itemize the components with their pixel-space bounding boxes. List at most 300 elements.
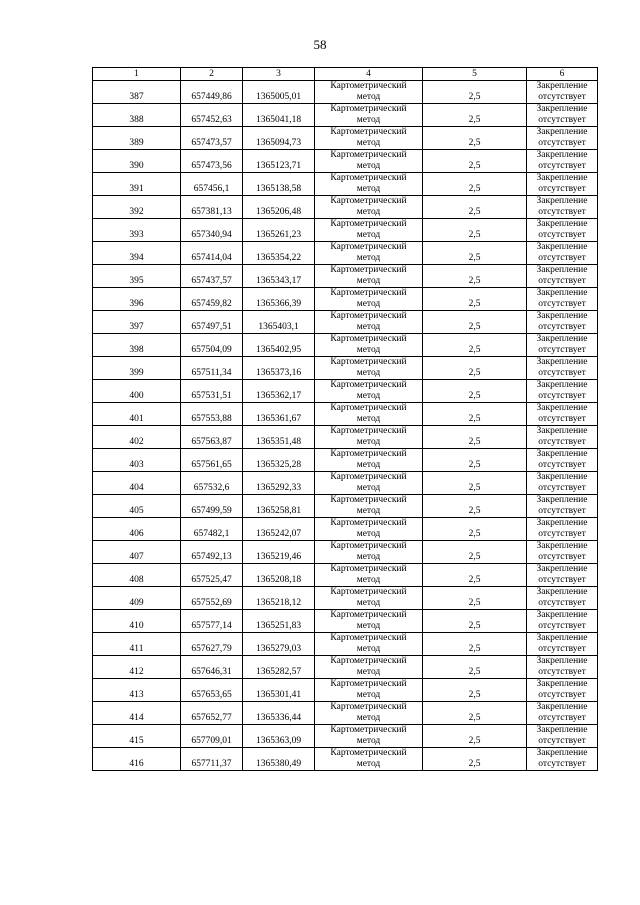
x-coordinate-cell: 657459,82 — [181, 288, 243, 311]
method-line: метод — [356, 345, 381, 355]
table-body — [93, 81, 598, 771]
method-cell — [315, 311, 423, 334]
fixing-cell — [527, 265, 598, 288]
fixing-line: Закрепление — [536, 587, 588, 597]
y-coordinate-cell: 1365219,46 — [243, 541, 315, 564]
point-number-cell: 413 — [93, 679, 181, 702]
method-cell — [315, 426, 423, 449]
fixing-line: Закрепление — [536, 265, 588, 275]
fixing-line: Закрепление — [536, 219, 588, 229]
y-coordinate-cell: 1365325,28 — [243, 449, 315, 472]
point-number-cell: 392 — [93, 196, 181, 219]
fixing-line: отсутствует — [538, 621, 586, 631]
fixing-line: отсутствует — [538, 644, 586, 654]
accuracy-cell: 2,5 — [423, 81, 527, 104]
accuracy-cell: 2,5 — [423, 242, 527, 265]
fixing-line: Закрепление — [536, 610, 588, 620]
point-number-cell: 393 — [93, 219, 181, 242]
x-coordinate-cell: 657577,14 — [181, 610, 243, 633]
method-line: Картометрический — [330, 472, 407, 482]
fixing-cell — [527, 242, 598, 265]
method-line: метод — [356, 115, 381, 125]
fixing-cell — [527, 173, 598, 196]
x-coordinate-cell: 657449,86 — [181, 81, 243, 104]
table-row — [93, 564, 598, 587]
method-line: метод — [356, 506, 381, 516]
table-row — [93, 403, 598, 426]
fixing-line: Закрепление — [536, 311, 588, 321]
accuracy-cell: 2,5 — [423, 633, 527, 656]
x-coordinate-cell: 657381,13 — [181, 196, 243, 219]
fixing-line: Закрепление — [536, 196, 588, 206]
accuracy-cell: 2,5 — [423, 150, 527, 173]
y-coordinate-cell: 1365123,71 — [243, 150, 315, 173]
method-cell — [315, 610, 423, 633]
accuracy-cell: 2,5 — [423, 587, 527, 610]
fixing-line: отсутствует — [538, 92, 586, 102]
fixing-cell — [527, 472, 598, 495]
table-row — [93, 518, 598, 541]
table-row — [93, 380, 598, 403]
fixing-cell — [527, 380, 598, 403]
point-number-cell: 394 — [93, 242, 181, 265]
y-coordinate-cell: 1365380,49 — [243, 748, 315, 771]
accuracy-cell: 2,5 — [423, 610, 527, 633]
point-number-cell: 414 — [93, 702, 181, 725]
table-row — [93, 219, 598, 242]
accuracy-cell: 2,5 — [423, 495, 527, 518]
method-cell — [315, 265, 423, 288]
y-coordinate-cell: 1365041,18 — [243, 104, 315, 127]
x-coordinate-cell: 657553,88 — [181, 403, 243, 426]
table-row — [93, 334, 598, 357]
fixing-cell — [527, 564, 598, 587]
y-coordinate-cell: 1365351,48 — [243, 426, 315, 449]
method-line: Картометрический — [330, 564, 407, 574]
y-coordinate-cell: 1365094,73 — [243, 127, 315, 150]
method-line: Картометрический — [330, 748, 407, 758]
point-number-cell: 389 — [93, 127, 181, 150]
fixing-line: Закрепление — [536, 334, 588, 344]
method-cell — [315, 587, 423, 610]
y-coordinate-cell: 1365218,12 — [243, 587, 315, 610]
fixing-line: отсутствует — [538, 575, 586, 585]
fixing-cell — [527, 679, 598, 702]
accuracy-cell: 2,5 — [423, 541, 527, 564]
method-line: метод — [356, 368, 381, 378]
point-number-cell: 409 — [93, 587, 181, 610]
table-header-row — [93, 68, 598, 81]
fixing-cell — [527, 633, 598, 656]
fixing-cell — [527, 196, 598, 219]
table-row — [93, 150, 598, 173]
y-coordinate-cell: 1365403,1 — [243, 311, 315, 334]
method-cell — [315, 449, 423, 472]
x-coordinate-cell: 657340,94 — [181, 219, 243, 242]
point-number-cell: 398 — [93, 334, 181, 357]
fixing-line: отсутствует — [538, 207, 586, 217]
method-line: Картометрический — [330, 587, 407, 597]
x-coordinate-cell: 657531,51 — [181, 380, 243, 403]
method-line: метод — [356, 736, 381, 746]
table-row — [93, 541, 598, 564]
point-number-cell: 406 — [93, 518, 181, 541]
point-number-cell: 405 — [93, 495, 181, 518]
fixing-cell — [527, 288, 598, 311]
coordinates-table — [92, 67, 598, 771]
fixing-line: Закрепление — [536, 518, 588, 528]
x-coordinate-cell: 657414,04 — [181, 242, 243, 265]
method-line: Картометрический — [330, 725, 407, 735]
method-line: Картометрический — [330, 656, 407, 666]
table-row — [93, 656, 598, 679]
x-coordinate-cell: 657482,1 — [181, 518, 243, 541]
accuracy-cell: 2,5 — [423, 449, 527, 472]
fixing-line: отсутствует — [538, 552, 586, 562]
accuracy-cell: 2,5 — [423, 265, 527, 288]
fixing-cell — [527, 403, 598, 426]
point-number-cell: 395 — [93, 265, 181, 288]
method-line: метод — [356, 391, 381, 401]
method-cell — [315, 472, 423, 495]
y-coordinate-cell: 1365206,48 — [243, 196, 315, 219]
y-coordinate-cell: 1365343,17 — [243, 265, 315, 288]
fixing-line: Закрепление — [536, 150, 588, 160]
fixing-line: отсутствует — [538, 161, 586, 171]
fixing-line: Закрепление — [536, 541, 588, 551]
point-number-cell: 407 — [93, 541, 181, 564]
method-cell — [315, 748, 423, 771]
table-row — [93, 472, 598, 495]
method-line: метод — [356, 690, 381, 700]
fixing-cell — [527, 127, 598, 150]
point-number-cell: 399 — [93, 357, 181, 380]
method-line: метод — [356, 207, 381, 217]
fixing-line: Закрепление — [536, 449, 588, 459]
method-cell — [315, 173, 423, 196]
method-line: Картометрический — [330, 288, 407, 298]
method-line: Картометрический — [330, 173, 407, 183]
method-line: Картометрический — [330, 679, 407, 689]
method-cell — [315, 196, 423, 219]
column-header-method: 4 — [315, 68, 423, 81]
accuracy-cell: 2,5 — [423, 357, 527, 380]
y-coordinate-cell: 1365005,01 — [243, 81, 315, 104]
method-cell — [315, 679, 423, 702]
fixing-line: Закрепление — [536, 81, 588, 91]
fixing-line: отсутствует — [538, 667, 586, 677]
table-row — [93, 311, 598, 334]
method-line: метод — [356, 253, 381, 263]
table-row — [93, 679, 598, 702]
y-coordinate-cell: 1365258,81 — [243, 495, 315, 518]
method-cell — [315, 702, 423, 725]
method-line: метод — [356, 575, 381, 585]
y-coordinate-cell: 1365366,39 — [243, 288, 315, 311]
point-number-cell: 408 — [93, 564, 181, 587]
fixing-cell — [527, 357, 598, 380]
fixing-line: отсутствует — [538, 414, 586, 424]
x-coordinate-cell: 657473,57 — [181, 127, 243, 150]
column-header-y: 3 — [243, 68, 315, 81]
fixing-line: отсутствует — [538, 690, 586, 700]
point-number-cell: 402 — [93, 426, 181, 449]
fixing-cell — [527, 104, 598, 127]
fixing-line: Закрепление — [536, 288, 588, 298]
y-coordinate-cell: 1365251,83 — [243, 610, 315, 633]
table-row — [93, 495, 598, 518]
table-row — [93, 633, 598, 656]
fixing-line: Закрепление — [536, 633, 588, 643]
fixing-line: Закрепление — [536, 656, 588, 666]
point-number-cell: 416 — [93, 748, 181, 771]
table-row — [93, 127, 598, 150]
fixing-line: отсутствует — [538, 299, 586, 309]
fixing-cell — [527, 518, 598, 541]
x-coordinate-cell: 657653,65 — [181, 679, 243, 702]
method-line: Картометрический — [330, 219, 407, 229]
fixing-line: отсутствует — [538, 713, 586, 723]
fixing-line: Закрепление — [536, 748, 588, 758]
accuracy-cell: 2,5 — [423, 196, 527, 219]
method-line: Картометрический — [330, 357, 407, 367]
accuracy-cell: 2,5 — [423, 104, 527, 127]
method-line: метод — [356, 414, 381, 424]
method-cell — [315, 564, 423, 587]
fixing-line: отсутствует — [538, 253, 586, 263]
method-line: Картометрический — [330, 127, 407, 137]
y-coordinate-cell: 1365363,09 — [243, 725, 315, 748]
method-line: метод — [356, 667, 381, 677]
method-cell — [315, 357, 423, 380]
accuracy-cell: 2,5 — [423, 334, 527, 357]
x-coordinate-cell: 657652,77 — [181, 702, 243, 725]
method-cell — [315, 219, 423, 242]
accuracy-cell: 2,5 — [423, 472, 527, 495]
point-number-cell: 397 — [93, 311, 181, 334]
fixing-line: отсутствует — [538, 368, 586, 378]
x-coordinate-cell: 657456,1 — [181, 173, 243, 196]
fixing-cell — [527, 334, 598, 357]
point-number-cell: 401 — [93, 403, 181, 426]
column-header-point-number: 1 — [93, 68, 181, 81]
x-coordinate-cell: 657627,79 — [181, 633, 243, 656]
y-coordinate-cell: 1365336,44 — [243, 702, 315, 725]
x-coordinate-cell: 657552,69 — [181, 587, 243, 610]
method-line: метод — [356, 230, 381, 240]
y-coordinate-cell: 1365292,33 — [243, 472, 315, 495]
point-number-cell: 415 — [93, 725, 181, 748]
fixing-cell — [527, 748, 598, 771]
method-line: Картометрический — [330, 426, 407, 436]
point-number-cell: 412 — [93, 656, 181, 679]
fixing-cell — [527, 311, 598, 334]
fixing-cell — [527, 150, 598, 173]
method-cell — [315, 495, 423, 518]
table-row — [93, 748, 598, 771]
point-number-cell: 400 — [93, 380, 181, 403]
fixing-line: Закрепление — [536, 127, 588, 137]
method-line: метод — [356, 138, 381, 148]
accuracy-cell: 2,5 — [423, 403, 527, 426]
fixing-cell — [527, 541, 598, 564]
y-coordinate-cell: 1365354,22 — [243, 242, 315, 265]
method-line: Картометрический — [330, 449, 407, 459]
method-line: Картометрический — [330, 518, 407, 528]
fixing-line: отсутствует — [538, 598, 586, 608]
point-number-cell: 404 — [93, 472, 181, 495]
x-coordinate-cell: 657525,47 — [181, 564, 243, 587]
method-cell — [315, 242, 423, 265]
fixing-line: отсутствует — [538, 506, 586, 516]
x-coordinate-cell: 657561,65 — [181, 449, 243, 472]
method-line: метод — [356, 92, 381, 102]
method-line: метод — [356, 598, 381, 608]
column-header-fixing: 6 — [527, 68, 598, 81]
fixing-line: Закрепление — [536, 495, 588, 505]
method-cell — [315, 127, 423, 150]
method-cell — [315, 633, 423, 656]
method-cell — [315, 104, 423, 127]
fixing-cell — [527, 725, 598, 748]
table-row — [93, 104, 598, 127]
point-number-cell: 387 — [93, 81, 181, 104]
y-coordinate-cell: 1365242,07 — [243, 518, 315, 541]
fixing-cell — [527, 426, 598, 449]
y-coordinate-cell: 1365282,57 — [243, 656, 315, 679]
method-line: метод — [356, 460, 381, 470]
accuracy-cell: 2,5 — [423, 288, 527, 311]
method-line: Картометрический — [330, 380, 407, 390]
method-line: метод — [356, 644, 381, 654]
point-number-cell: 410 — [93, 610, 181, 633]
x-coordinate-cell: 657532,6 — [181, 472, 243, 495]
page-number: 58 — [313, 37, 327, 52]
point-number-cell: 390 — [93, 150, 181, 173]
accuracy-cell: 2,5 — [423, 311, 527, 334]
x-coordinate-cell: 657497,51 — [181, 311, 243, 334]
x-coordinate-cell: 657646,31 — [181, 656, 243, 679]
fixing-line: отсутствует — [538, 276, 586, 286]
accuracy-cell: 2,5 — [423, 219, 527, 242]
method-line: метод — [356, 299, 381, 309]
point-number-cell: 388 — [93, 104, 181, 127]
method-cell — [315, 725, 423, 748]
point-number-cell: 411 — [93, 633, 181, 656]
x-coordinate-cell: 657473,56 — [181, 150, 243, 173]
fixing-line: Закрепление — [536, 403, 588, 413]
fixing-line: отсутствует — [538, 759, 586, 769]
method-line: Картометрический — [330, 150, 407, 160]
accuracy-cell: 2,5 — [423, 564, 527, 587]
accuracy-cell: 2,5 — [423, 679, 527, 702]
fixing-cell — [527, 587, 598, 610]
point-number-cell: 396 — [93, 288, 181, 311]
fixing-line: Закрепление — [536, 564, 588, 574]
method-line: Картометрический — [330, 610, 407, 620]
fixing-line: отсутствует — [538, 483, 586, 493]
fixing-line: Закрепление — [536, 242, 588, 252]
fixing-line: Закрепление — [536, 173, 588, 183]
table-row — [93, 196, 598, 219]
fixing-line: Закрепление — [536, 472, 588, 482]
y-coordinate-cell: 1365261,23 — [243, 219, 315, 242]
accuracy-cell: 2,5 — [423, 702, 527, 725]
method-line: Картометрический — [330, 104, 407, 114]
table-row — [93, 610, 598, 633]
accuracy-cell: 2,5 — [423, 380, 527, 403]
x-coordinate-cell: 657711,37 — [181, 748, 243, 771]
column-header-accuracy: 5 — [423, 68, 527, 81]
method-line: Картометрический — [330, 196, 407, 206]
fixing-line: Закрепление — [536, 104, 588, 114]
fixing-line: Закрепление — [536, 679, 588, 689]
method-line: Картометрический — [330, 81, 407, 91]
method-line: Картометрический — [330, 311, 407, 321]
method-line: метод — [356, 759, 381, 769]
method-line: метод — [356, 437, 381, 447]
fixing-line: отсутствует — [538, 345, 586, 355]
table-row — [93, 357, 598, 380]
y-coordinate-cell: 1365301,41 — [243, 679, 315, 702]
accuracy-cell: 2,5 — [423, 127, 527, 150]
table-row — [93, 265, 598, 288]
table-row — [93, 242, 598, 265]
y-coordinate-cell: 1365361,67 — [243, 403, 315, 426]
accuracy-cell: 2,5 — [423, 656, 527, 679]
method-line: Картометрический — [330, 403, 407, 413]
y-coordinate-cell: 1365362,17 — [243, 380, 315, 403]
fixing-cell — [527, 81, 598, 104]
fixing-line: Закрепление — [536, 725, 588, 735]
point-number-cell: 403 — [93, 449, 181, 472]
accuracy-cell: 2,5 — [423, 173, 527, 196]
fixing-line: Закрепление — [536, 357, 588, 367]
fixing-cell — [527, 610, 598, 633]
method-cell — [315, 518, 423, 541]
method-cell — [315, 541, 423, 564]
x-coordinate-cell: 657492,13 — [181, 541, 243, 564]
method-line: метод — [356, 483, 381, 493]
fixing-cell — [527, 449, 598, 472]
x-coordinate-cell: 657452,63 — [181, 104, 243, 127]
fixing-line: отсутствует — [538, 138, 586, 148]
method-cell — [315, 403, 423, 426]
method-cell — [315, 150, 423, 173]
table-row — [93, 81, 598, 104]
fixing-line: отсутствует — [538, 391, 586, 401]
y-coordinate-cell: 1365138,58 — [243, 173, 315, 196]
fixing-line: отсутствует — [538, 230, 586, 240]
method-line: Картометрический — [330, 334, 407, 344]
point-number-cell: 391 — [93, 173, 181, 196]
x-coordinate-cell: 657563,87 — [181, 426, 243, 449]
method-cell — [315, 334, 423, 357]
method-line: метод — [356, 621, 381, 631]
fixing-line: отсутствует — [538, 184, 586, 194]
x-coordinate-cell: 657511,34 — [181, 357, 243, 380]
method-line: метод — [356, 184, 381, 194]
method-line: метод — [356, 276, 381, 286]
method-line: Картометрический — [330, 265, 407, 275]
y-coordinate-cell: 1365208,18 — [243, 564, 315, 587]
y-coordinate-cell: 1365402,95 — [243, 334, 315, 357]
method-line: Картометрический — [330, 495, 407, 505]
method-line: Картометрический — [330, 702, 407, 712]
method-line: метод — [356, 713, 381, 723]
table-row — [93, 702, 598, 725]
fixing-cell — [527, 702, 598, 725]
